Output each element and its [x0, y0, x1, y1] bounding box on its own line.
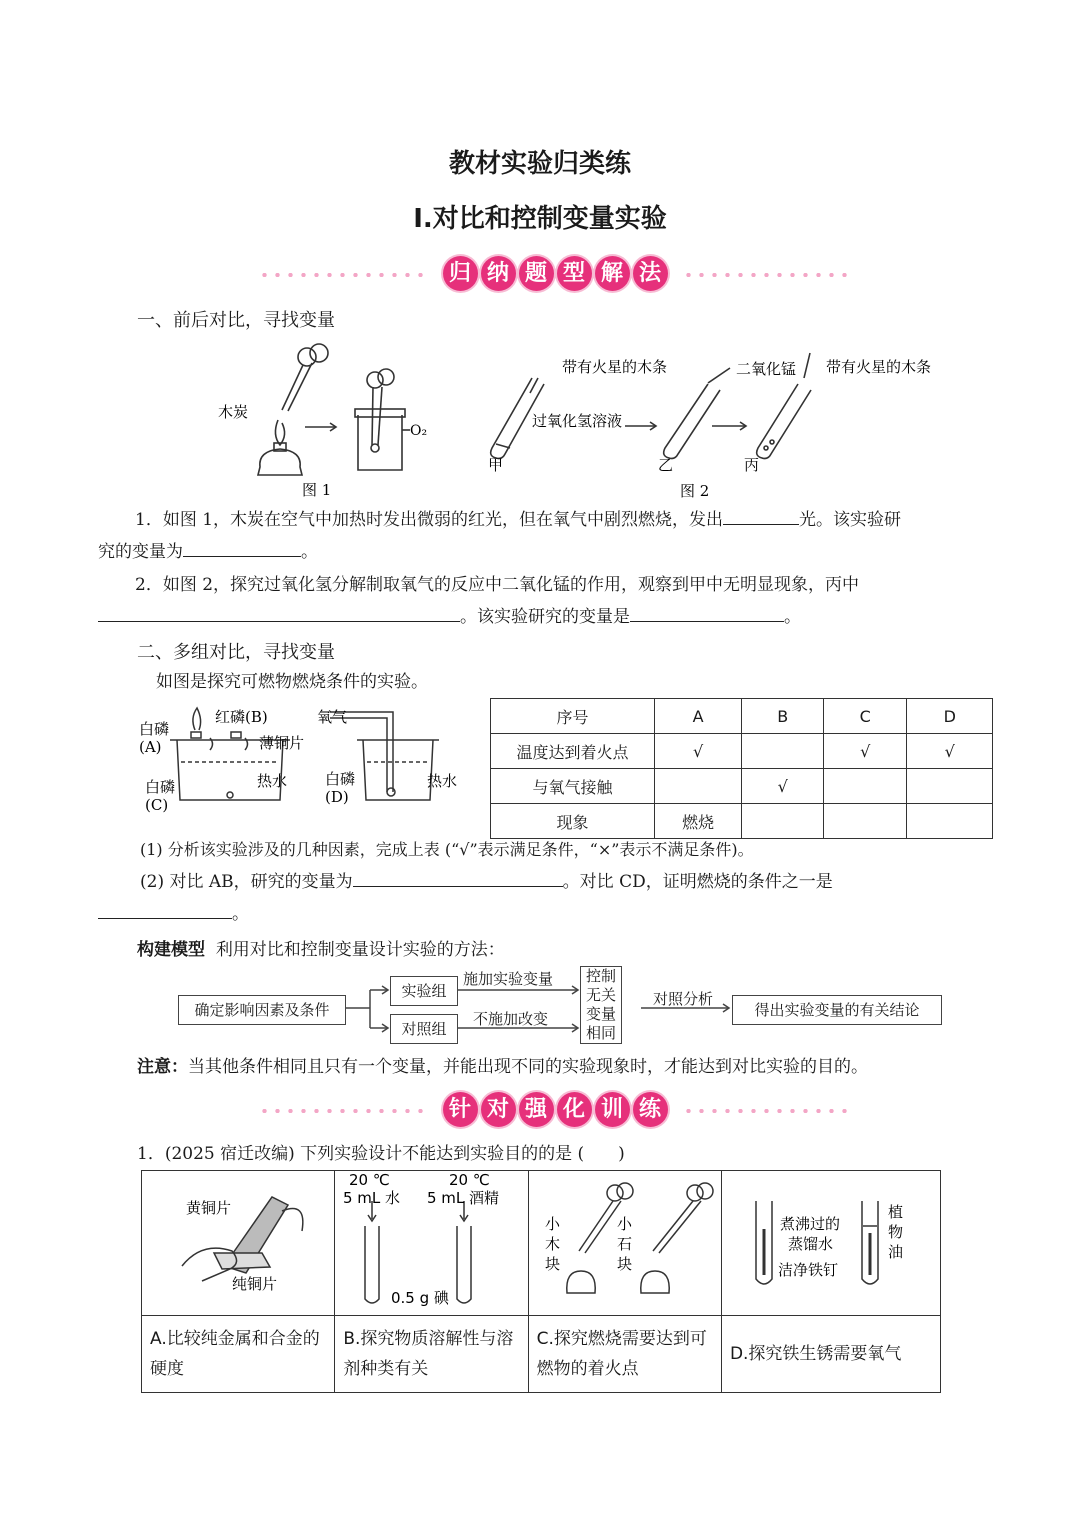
label-oil-3: 油	[887, 1243, 903, 1261]
page-subtitle: Ⅰ.对比和控制变量实验	[413, 204, 667, 234]
label-oil-2: 物	[887, 1223, 903, 1241]
label-yi: 乙	[658, 456, 674, 474]
label-hot-water-2: 热水	[427, 772, 458, 790]
banner-badges	[440, 252, 670, 296]
label-boiled-water-1: 煮沸过的	[779, 1215, 840, 1233]
fig1-caption: 图 1	[302, 481, 332, 499]
banner-training	[250, 1088, 850, 1132]
label-stone-3: 块	[616, 1255, 632, 1273]
dots-right	[682, 1109, 852, 1113]
box-conclusion: 得出实验变量的有关结论	[732, 995, 942, 1025]
label-brass: 黄铜片	[186, 1199, 232, 1217]
label-analysis: 对照分析	[653, 990, 714, 1008]
option-b[interactable]: B.探究物质溶解性与溶剂种类有关	[335, 1316, 528, 1393]
table-cell: 温度达到着火点	[491, 734, 655, 769]
label-copper: 薄铜片	[259, 734, 305, 752]
option-c-figure	[528, 1171, 721, 1316]
q2-text-b: 。该实验研究的变量是	[460, 607, 630, 627]
question-stem: 1．(2025 宿迁改编) 下列实验设计不能达到实验目的的是 ( )	[137, 1144, 625, 1164]
answer-blank[interactable]	[183, 536, 301, 557]
section1-heading: 一、前后对比，寻找变量	[137, 310, 335, 331]
label-iodine: 0.5 g 碘	[391, 1289, 450, 1307]
option-a[interactable]: A.比较纯金属和合金的硬度	[142, 1316, 335, 1393]
label-bp-c-2: (C)	[145, 796, 169, 814]
figure-1	[210, 335, 440, 500]
table-cell[interactable]	[907, 769, 993, 804]
table-row	[142, 1316, 941, 1393]
s2-q2-line1	[140, 866, 985, 898]
q2-line1: 2．如图 2，探究过氧化氢分解制取氧气的反应中二氧化锰的作用，观察到甲中无明显现象，丙中	[135, 575, 860, 595]
label-wood-3: 块	[544, 1255, 560, 1273]
table-row	[142, 1171, 941, 1316]
badge-char: 训	[595, 1092, 630, 1127]
table-header-cell: A	[654, 699, 742, 734]
dots-left	[258, 273, 428, 277]
label-charcoal: 木炭	[218, 403, 249, 421]
q1-line1	[135, 504, 985, 536]
label-wood-2: 木	[544, 1235, 560, 1253]
ignition-figure	[529, 1171, 719, 1311]
label-stone-2: 石	[616, 1235, 632, 1253]
label-jia: 甲	[488, 456, 504, 474]
hardness-figure	[142, 1171, 332, 1311]
table-cell[interactable]: √	[742, 769, 824, 804]
label-bp-c-1: 白磷	[145, 778, 176, 796]
note	[137, 1052, 868, 1077]
label-hot-water-1: 热水	[257, 772, 288, 790]
model-intro	[137, 935, 505, 960]
answer-blank[interactable]	[630, 601, 784, 622]
label-no-change: 不施加改变	[473, 1010, 549, 1028]
label-oxygen: 氧气	[317, 708, 348, 726]
answer-blank[interactable]	[98, 898, 232, 919]
label-alcohol: 5 mL 酒精	[427, 1189, 500, 1207]
table-row	[491, 769, 993, 804]
label-rp-b: 红磷(B)	[215, 708, 268, 726]
label-wood-1: 小	[544, 1215, 560, 1233]
s2-q2-text-c: 。	[232, 904, 249, 924]
table-cell[interactable]: √	[907, 734, 993, 769]
label-h2o2: 过氧化氢溶液	[532, 412, 623, 430]
table-cell[interactable]	[823, 769, 907, 804]
table-header-cell: 序号	[491, 699, 655, 734]
table-header-cell: C	[823, 699, 907, 734]
box-control-variables: 控制无关变量相同	[580, 966, 622, 1044]
label-stone-1: 小	[616, 1215, 632, 1233]
q2-text-c: 。	[784, 607, 801, 627]
section2-heading: 二、多组对比，寻找变量	[137, 642, 335, 663]
banner-badges	[440, 1088, 670, 1132]
label-water: 5 mL 水	[343, 1189, 401, 1207]
s2-q1: (1) 分析该实验涉及的几种因素，完成上表 (“√”表示满足条件，“×”表示不满足条件)。	[140, 840, 754, 859]
q1-text-b: 光。该实验研	[799, 510, 902, 530]
label-nail: 洁净铁钉	[777, 1261, 838, 1279]
solubility-figure	[335, 1171, 525, 1311]
s2-q2-line2	[98, 898, 249, 930]
table-cell[interactable]	[742, 734, 824, 769]
badge-char: 针	[443, 1092, 478, 1127]
badge-char: 纳	[481, 256, 516, 291]
badge-char: 强	[519, 1092, 554, 1127]
figure-2	[480, 348, 932, 500]
q1-text-d: 。	[301, 542, 318, 562]
label-bing: 丙	[744, 456, 760, 474]
dots-right	[682, 273, 852, 277]
badge-char: 化	[557, 1092, 592, 1127]
s2-q2-text-b: 。对比 CD，证明燃烧的条件之一是	[562, 872, 833, 892]
label-mno2: 二氧化锰	[736, 360, 797, 378]
q2-line2	[98, 601, 801, 633]
box-factors: 确定影响因素及条件	[178, 995, 346, 1025]
label-apply-variable: 施加实验变量	[463, 970, 554, 988]
badge-char: 解	[595, 256, 630, 291]
page-title: 教材实验归类练	[448, 149, 631, 179]
box-experimental-group: 实验组	[390, 976, 458, 1006]
dots-left	[258, 1109, 428, 1113]
s2-q2-text-a: (2) 对比 AB，研究的变量为	[140, 872, 353, 892]
table-cell: 与氧气接触	[491, 769, 655, 804]
answer-blank[interactable]	[353, 866, 563, 887]
model-label: 构建模型	[137, 940, 205, 960]
badge-char: 归	[443, 256, 478, 291]
label-boiled-water-2: 蒸馏水	[787, 1235, 833, 1253]
q1-text-a: 1．如图 1，木炭在空气中加热时发出微弱的红光，但在氧气中剧烈燃烧，发出	[135, 510, 724, 530]
label-splint-1: 带有火星的木条	[562, 358, 668, 376]
option-c[interactable]: C.探究燃烧需要达到可燃物的着火点	[528, 1316, 721, 1393]
table-cell: 现象	[491, 804, 655, 839]
label-bp-d-2: (D)	[325, 788, 349, 806]
table-row	[491, 699, 993, 734]
badge-char: 题	[519, 256, 554, 291]
label-bp-d-1: 白磷	[325, 770, 356, 788]
table-row	[491, 734, 993, 769]
condition-table	[490, 698, 993, 839]
q1-text-c: 究的变量为	[98, 542, 183, 562]
banner-method	[250, 252, 850, 296]
badge-char: 型	[557, 256, 592, 291]
table-header-cell: B	[742, 699, 824, 734]
option-b-figure	[335, 1171, 528, 1316]
label-pure-copper: 纯铜片	[232, 1275, 278, 1293]
table-cell[interactable]: √	[823, 734, 907, 769]
table-cell[interactable]: √	[654, 734, 742, 769]
table-cell[interactable]	[654, 769, 742, 804]
q1-line2	[98, 536, 318, 568]
option-d[interactable]: D.探究铁生锈需要氧气	[721, 1316, 940, 1393]
label-temp-2: 20 ℃	[449, 1171, 491, 1189]
rust-figure	[722, 1171, 938, 1311]
label-oil-1: 植	[887, 1203, 903, 1221]
answer-blank[interactable]	[723, 504, 799, 525]
note-label: 注意：	[137, 1057, 188, 1077]
option-a-figure	[142, 1171, 335, 1316]
note-text: 当其他条件相同且只有一个变量，并能出现不同的实验现象时，才能达到对比实验的目的。	[188, 1057, 868, 1077]
table-header-cell: D	[907, 699, 993, 734]
combustion-figure	[135, 700, 480, 820]
badge-char: 练	[633, 1092, 668, 1127]
option-d-figure	[721, 1171, 940, 1316]
model-text: 利用对比和控制变量设计实验的方法：	[215, 940, 505, 960]
table-cell[interactable]: 燃烧	[654, 804, 742, 839]
fig2-caption: 图 2	[680, 482, 710, 500]
label-o2: O₂	[410, 423, 428, 439]
label-bp-a-2: (A)	[139, 738, 162, 756]
section2-intro: 如图是探究可燃物燃烧条件的实验。	[156, 672, 428, 692]
badge-char: 对	[481, 1092, 516, 1127]
label-bp-a-1: 白磷	[139, 720, 170, 738]
answer-blank[interactable]	[98, 601, 460, 622]
label-temp-1: 20 ℃	[349, 1171, 391, 1189]
options-table	[141, 1170, 941, 1393]
badge-char: 法	[633, 256, 668, 291]
box-control-group: 对照组	[390, 1014, 458, 1044]
label-splint-2: 带有火星的木条	[826, 358, 932, 376]
